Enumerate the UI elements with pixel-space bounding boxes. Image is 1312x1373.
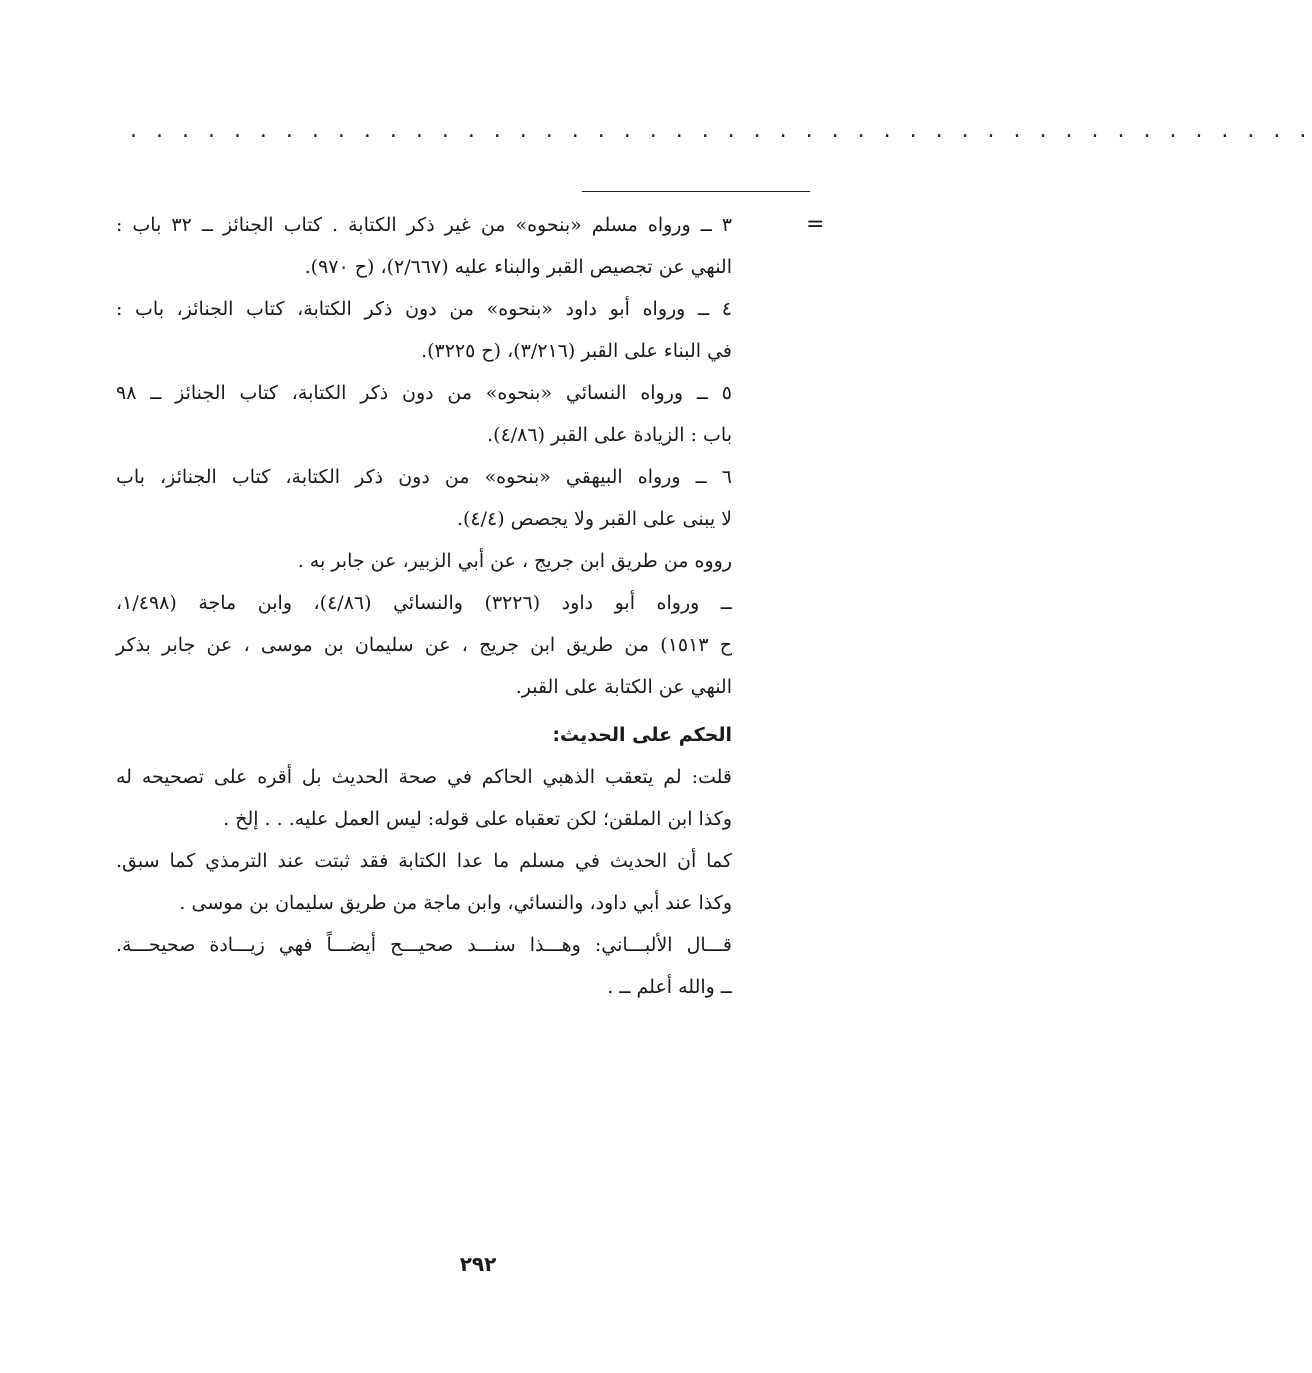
footnote-line: ــ ورواه أبو داود (٣٢٢٦) والنسائي (٤/٨٦)، وابن ماجة (١/٤٩٨، [116,592,732,614]
page-number: ٢٩٢ [459,1252,497,1276]
ruling-line: قلت: لم يتعقب الذهبي الحاكم في صحة الحديث بل أقره على تصحيحه له [116,766,732,788]
footnote-line: ح ١٥١٣) من طريق ابن جريج ، عن سليمان بن موسى ، عن جابر بذكر [116,634,733,656]
continuation-mark: = [806,212,825,237]
footnote-rule [582,191,810,192]
footnote-line: ٣ ــ ورواه مسلم «بنحوه» من غير ذكر الكتابة . كتاب الجنائز ــ ٣٢ باب : [116,214,732,236]
separator-dots: . . . . . . . . . . . . . . . . . . . . . . . . . . . . . . . . . . . . . . . . . . . . . . [130,118,1312,143]
main-text [116,204,732,1008]
ruling-line: وكذا عند أبي داود، والنسائي، وابن ماجة من طريق سليمان بن موسى . [179,892,732,914]
footnote-line: ٦ ــ ورواه البيهقي «بنحوه» من دون ذكر الكتابة، كتاب الجنائز، باب [116,466,732,488]
section-heading: الحكم على الحديث: [552,724,732,746]
footnote-line: باب : الزيادة على القبر (٤/٨٦). [487,424,732,446]
footnote-line: رووه من طريق ابن جريج ، عن أبي الزبير، عن جابر به . [297,550,732,572]
ruling-line: وكذا ابن الملقن؛ لكن تعقباه على قوله: ليس العمل عليه. . . إلخ . [223,808,732,830]
ruling-line: قـــال الألبـــاني: وهـــذا سنـــد صحيـــح أيضـــاً فهي زيـــادة صحيحـــة. [116,934,732,956]
footnote-line: في البناء على القبر (٣/٢١٦)، (ح ٣٢٢٥). [421,340,732,362]
footnote-line: النهي عن الكتابة على القبر. [515,676,732,698]
footnote-line: النهي عن تجصيص القبر والبناء عليه (٢/٦٦٧)، (ح ٩٧٠). [304,256,732,278]
footnote-line: ٤ ــ ورواه أبو داود «بنحوه» من دون ذكر الكتابة، كتاب الجنائز، باب : [116,298,732,320]
ruling-line: ــ والله أعلم ــ . [607,976,732,998]
ruling-line: كما أن الحديث في مسلم ما عدا الكتابة فقد ثبتت عند الترمذي كما سبق. [116,850,732,872]
footnote-line: لا يبنى على القبر ولا يجصص (٤/٤). [456,508,732,530]
footnote-line: ٥ ــ ورواه النسائي «بنحوه» من دون ذكر الكتابة، كتاب الجنائز ــ ٩٨ [116,382,732,404]
